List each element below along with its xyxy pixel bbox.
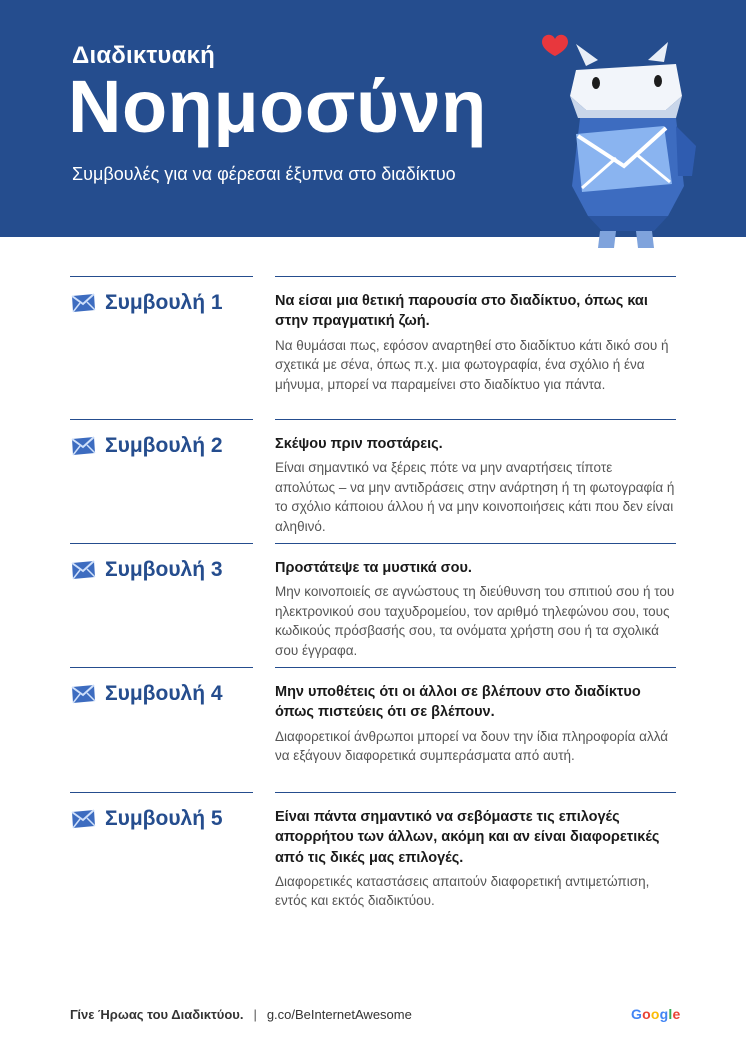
envelope-icon (70, 808, 96, 830)
tip-content (275, 419, 676, 537)
header-kicker: Διαδικτυακή (72, 42, 215, 69)
tip-label (70, 807, 223, 831)
tip-label-rule (70, 419, 253, 457)
tip-label-text: Συμβουλή 2 (105, 434, 223, 457)
page-title: Νοημοσύνη (68, 65, 487, 148)
envelope-icon (70, 292, 96, 314)
robot-mascot-icon (536, 26, 716, 252)
tip-heading: Είναι πάντα σημαντικό να σεβόμαστε τις επιλογές απορρήτου των άλλων, ακόμη και αν είναι διαφορετικές από τις δικές μας επιλογές. (275, 809, 660, 866)
tip-body: Μην κοινοποιείς σε αγνώστους τη διεύθυνση του σπιτιού σου ή του ηλεκτρονικού σου ταχυδρομείου, τον αριθμό τηλεφώνου σου, τους κωδικούς πρόσβασής σου, τα ονόματα χρήστη σου ή τα σχολικά σου έγγραφα. (275, 584, 675, 658)
tip-heading: Σκέψου πριν ποστάρεις. (275, 436, 443, 452)
envelope-icon (70, 435, 96, 457)
tip-label-text: Συμβουλή 5 (105, 807, 223, 830)
tip-label-rule (70, 276, 253, 314)
tip-label-rule (70, 543, 253, 581)
footer (70, 1007, 412, 1022)
tip-heading: Να είσαι μια θετική παρουσία στο διαδίκτυο, όπως και στην πραγματική ζωή. (275, 293, 648, 330)
footer-url-link[interactable]: g.co/BeInternetAwesome (266, 1007, 412, 1022)
tip-content (275, 792, 676, 911)
tip-label-text: Συμβουλή 3 (105, 558, 223, 581)
tip-label (70, 291, 223, 315)
tip-label-text: Συμβουλή 4 (105, 682, 223, 705)
tip-body: Διαφορετικοί άνθρωποι μπορεί να δουν την ίδια πληροφορία αλλά να εξάγουν διαφορετικά συμπεράσματα από αυτή. (275, 728, 669, 764)
envelope-icon (70, 559, 96, 581)
footer-separator: | (253, 1007, 257, 1022)
tip-label (70, 682, 223, 706)
page-subtitle: Συμβουλές για να φέρεσαι έξυπνα στο διαδίκτυο (72, 164, 456, 184)
tip-content (275, 543, 676, 661)
heart-icon (542, 35, 568, 56)
footer-slogan: Γίνε Ήρωας του Διαδικτύου. (70, 1007, 244, 1022)
tip-body: Διαφορετικές καταστάσεις απαιτούν διαφορετική αντιμετώπιση, εντός και εκτός διαδικτύου. (275, 873, 650, 909)
envelope-icon (70, 683, 96, 705)
google-logo: Google (631, 1006, 681, 1022)
tip-label (70, 558, 223, 582)
tip-label-rule (70, 792, 253, 830)
tip-label-text: Συμβουλή 1 (105, 291, 223, 314)
tip-label (70, 434, 223, 458)
tip-body: Είναι σημαντικό να ξέρεις πότε να μην αναρτήσεις τίποτε απολύτως – να μην αντιδράσεις στην ανάρτηση ή τη φωτογραφία ή το σχόλιο κάποιου άλλου ή να μην κοινοποιήσεις κάτι που δεν είναι αληθινό. (275, 460, 675, 534)
tip-body: Να θυμάσαι πως, εφόσον αναρτηθεί στο διαδίκτυο κάτι δικό σου ή σχετικά με σένα, όπως π.χ. μια φωτογραφία, ένα σχόλιο ή ένα μήνυμα, μπορεί να παραμείνει στο διαδίκτυο για πάντα. (275, 337, 669, 392)
tip-content (275, 667, 676, 766)
tip-label-rule (70, 667, 253, 705)
tip-heading: Προστάτεψε τα μυστικά σου. (275, 560, 472, 576)
tip-content (275, 276, 676, 394)
tip-heading: Μην υποθέτεις ότι οι άλλοι σε βλέπουν στο διαδίκτυο όπως πιστεύεις ότι σε βλέπουν. (275, 684, 641, 721)
